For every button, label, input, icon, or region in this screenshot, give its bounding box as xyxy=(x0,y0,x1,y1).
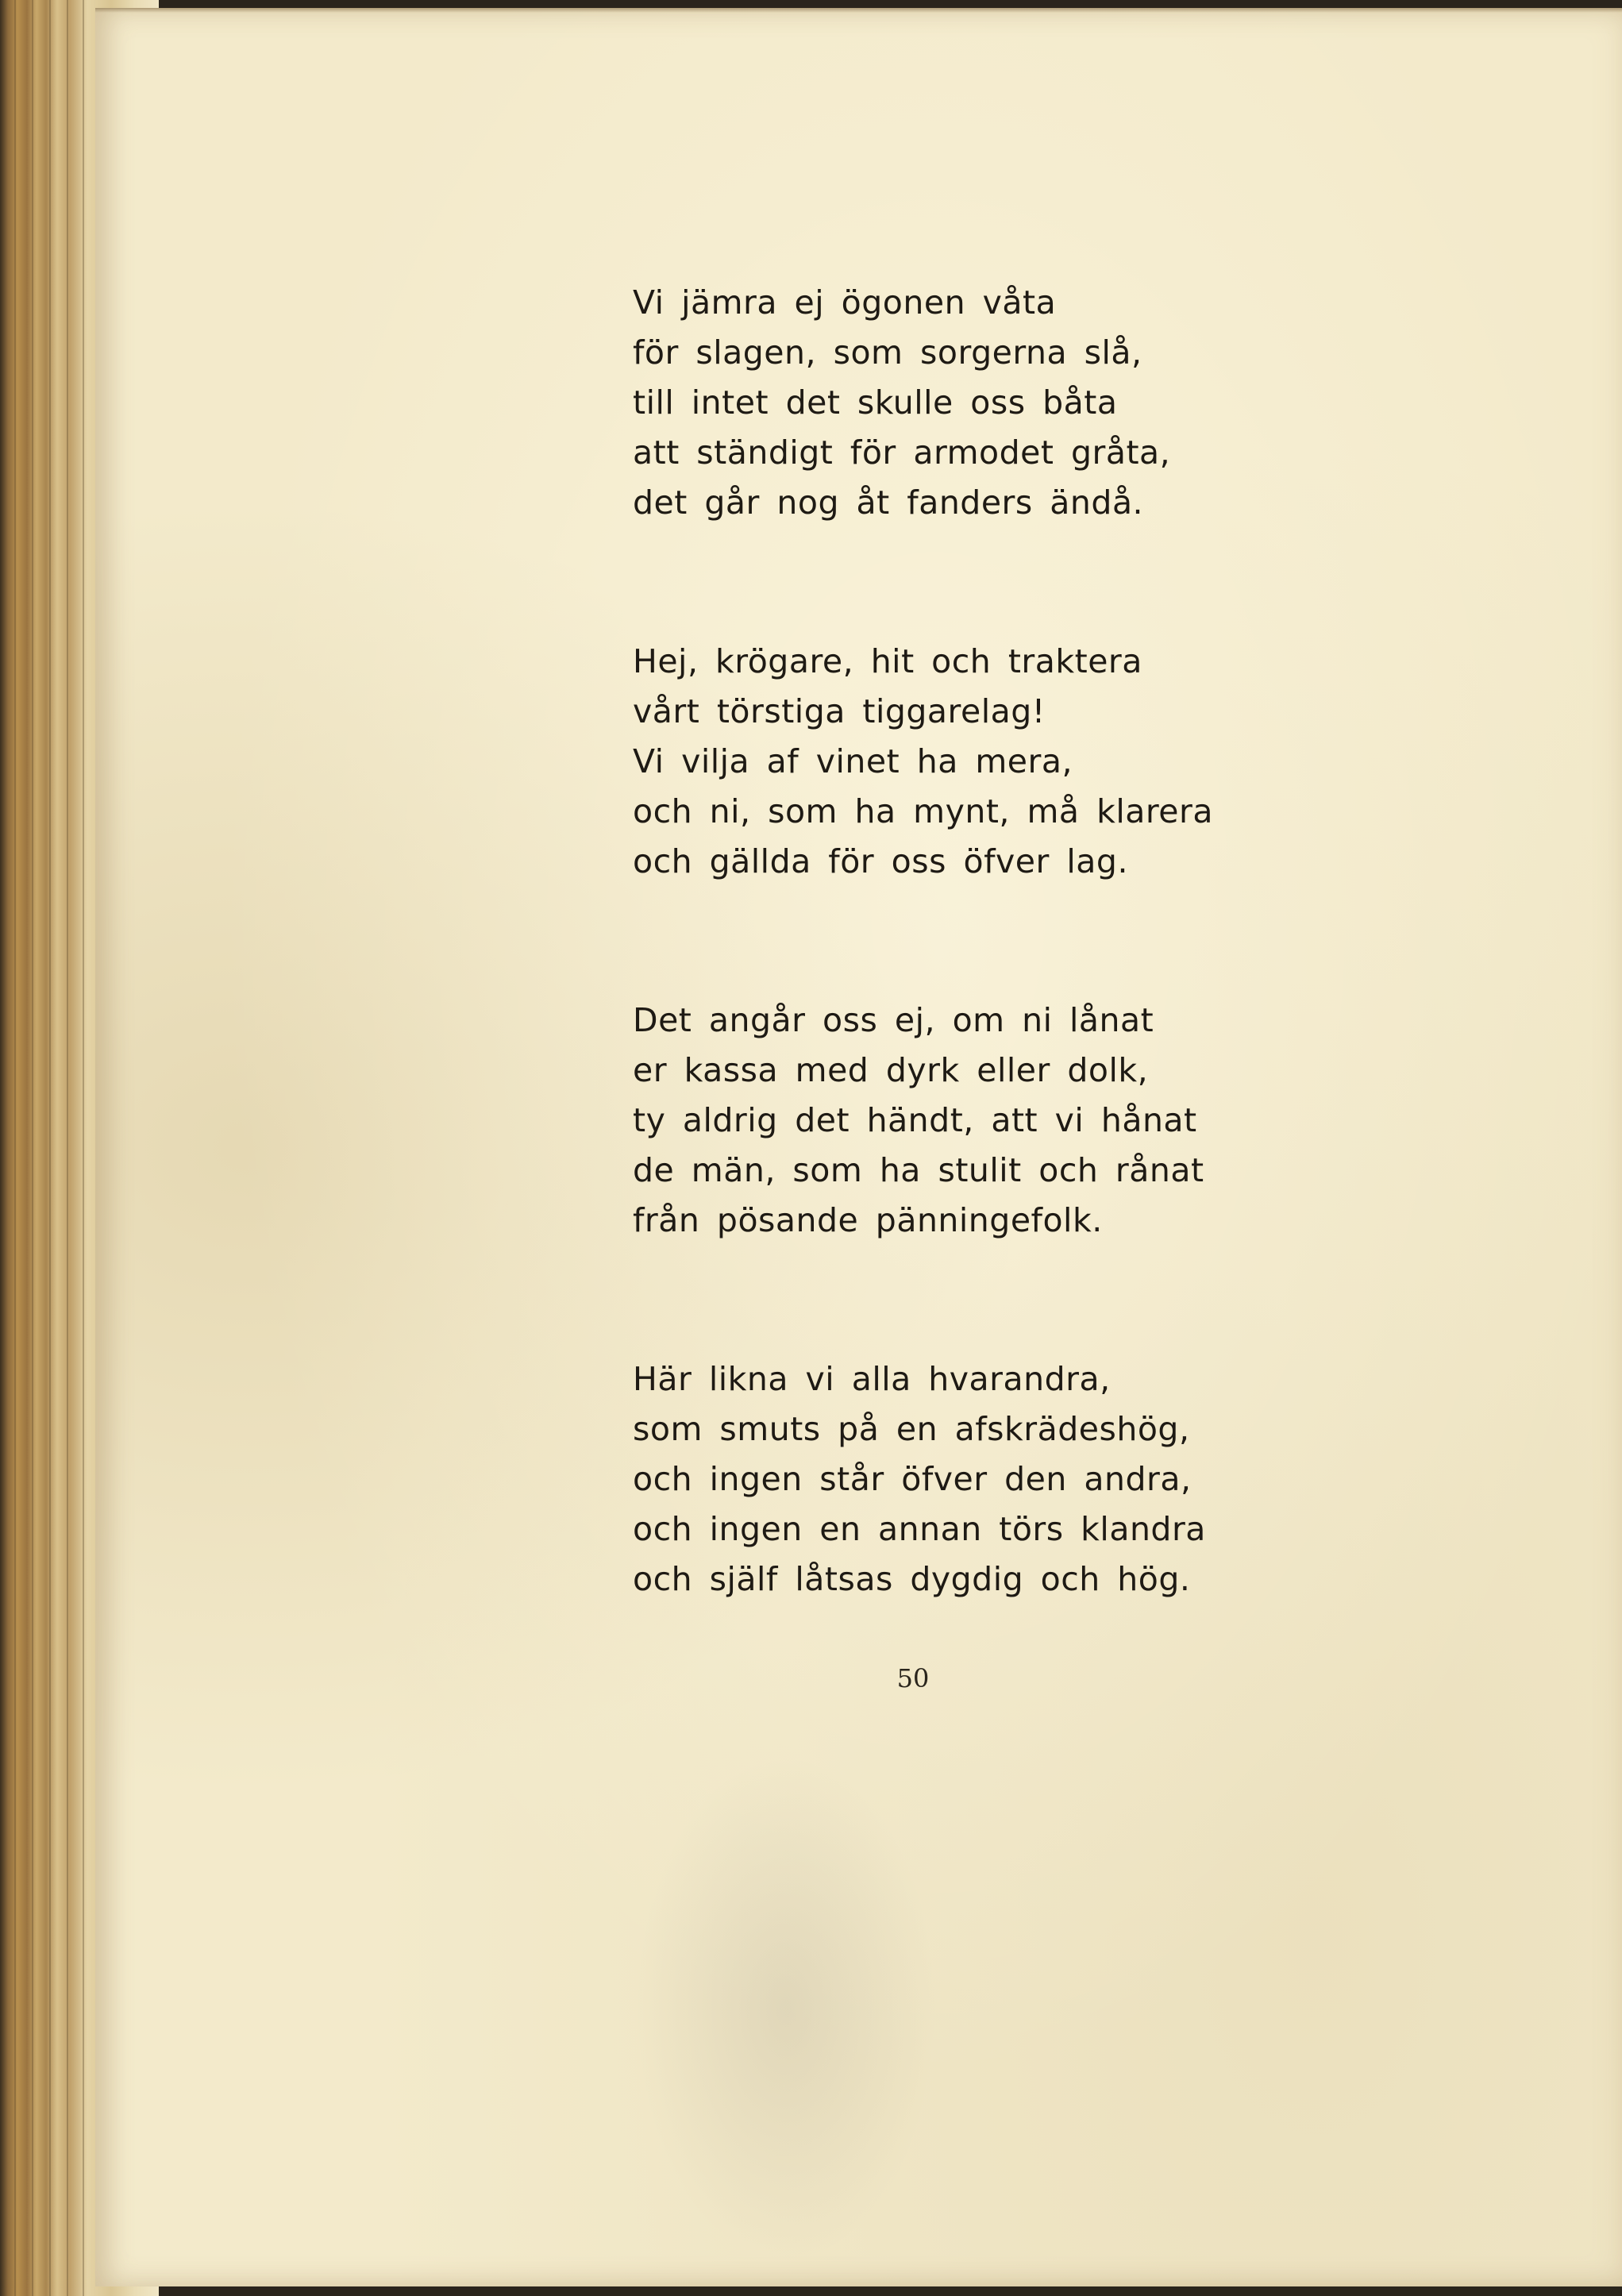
poem-line: att ständigt för armodet gråta, xyxy=(633,433,1171,472)
poem-line: för slagen, som sorgerna slå, xyxy=(633,333,1142,372)
poem-line: och själf låtsas dygdig och hög. xyxy=(633,1560,1191,1598)
page-top-edge xyxy=(95,8,1622,13)
edge-line xyxy=(83,0,84,2296)
stanza-4 xyxy=(633,1354,1347,1605)
stanza-2 xyxy=(633,637,1347,887)
poem-line: och gällda för oss öfver lag. xyxy=(633,842,1128,880)
poem-line: Här likna vi alla hvarandra, xyxy=(633,1360,1111,1398)
poem-line: Det angår oss ej, om ni lånat xyxy=(633,1001,1154,1039)
edge-line xyxy=(49,0,51,2296)
poem-line: från pösande pänningefolk. xyxy=(633,1201,1103,1239)
paper-smudge xyxy=(635,1755,937,2263)
poem-line: ty aldrig det händt, att vi hånat xyxy=(633,1101,1197,1139)
page-number: 50 xyxy=(896,1663,930,1693)
poem-line: det går nog åt fanders ändå. xyxy=(633,483,1144,522)
poem-line: Vi vilja af vinet ha mera, xyxy=(633,742,1073,780)
poem-line: och ingen står öfver den andra, xyxy=(633,1460,1192,1498)
poem xyxy=(633,278,1347,1605)
poem-line: Hej, krögare, hit och traktera xyxy=(633,642,1142,680)
poem-line: er kassa med dyrk eller dolk, xyxy=(633,1051,1149,1089)
edge-line xyxy=(32,0,33,2296)
stanza-3 xyxy=(633,996,1347,1246)
stanza-1 xyxy=(633,278,1347,528)
poem-line: och ni, som ha mynt, må klarera xyxy=(633,792,1213,830)
poem-line: till intet det skulle oss båta xyxy=(633,383,1118,422)
poem-line: vårt törstiga tiggarelag! xyxy=(633,692,1046,730)
poem-line: och ingen en annan törs klandra xyxy=(633,1510,1206,1548)
edge-line xyxy=(14,0,16,2296)
edge-line xyxy=(67,0,68,2296)
poem-line: Vi jämra ej ögonen våta xyxy=(633,283,1057,322)
poem-line: de män, som ha stulit och rånat xyxy=(633,1151,1204,1189)
poem-line: som smuts på en afskrädeshög, xyxy=(633,1410,1190,1448)
